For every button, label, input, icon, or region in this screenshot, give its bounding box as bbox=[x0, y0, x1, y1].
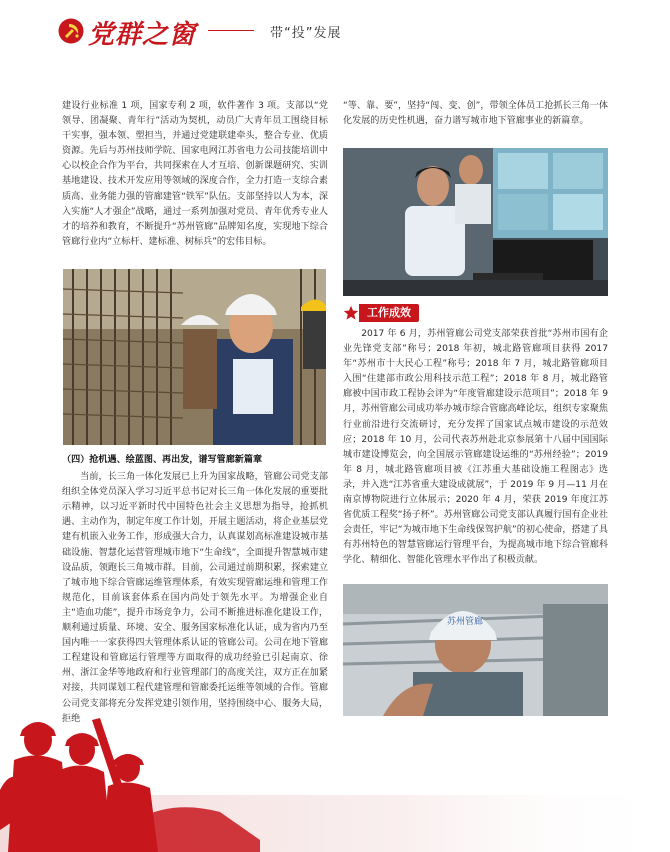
paragraph: 建设行业标准 1 项，国家专利 2 项，软件著作 3 项。支部以“党领导、团凝聚、青年行”活动为契机，动员广大青年员工围绕目标干实事，强本领、塑担当，并通过党建联建牵头，整合专业、优质资源。先后与苏州技师学院、国家电网江苏省电力公司技能培训中心以校企合作为平台，共同探索在人才互培、创新课题研究、实训基地建设、技术开发应用等领域的深度合作，全力打造一支综合素质高、业务能力强的管廊建管“铁军”队伍。支部坚持以人为本，深入实施“人才强企”战略，通过一系列加强对党员、青年优秀专业人才的培养和教育，不断提升“苏州管廊”品牌知名度，实现地下综合管廊行业内“立标杆、建标准、树标兵”的宏伟目标。 bbox=[62, 101, 328, 247]
page-header bbox=[58, 14, 618, 54]
control-room-photo bbox=[343, 148, 608, 296]
footer-silhouette-decoration bbox=[0, 700, 670, 852]
left-column-bottom-text bbox=[62, 451, 328, 727]
party-emblem-icon bbox=[58, 18, 84, 44]
construction-site-photo bbox=[63, 269, 326, 445]
paragraph: “等、靠、要”，坚持“闯、变、创”，带领全体员工抢抓长三角一体化发展的历史性机遇，奋力谱写城市地下管廊事业的新篇章。 bbox=[343, 101, 608, 127]
left-column-top-text bbox=[62, 99, 328, 250]
right-column-bottom-text bbox=[343, 327, 608, 569]
paragraph: 2017 年 6 月，苏州管廊公司党支部荣获首批“苏州市国有企业先锋党支部”称号；2018 年初，城北路管廊项目获得 2017 年“苏州市十大民心工程”称号；2018 年 7 月，城北路管廊项目入围“住建部市政公用科技示范工程”；2018 年 8 月，城北路管廊被中国市政工程协会评为“年度管廊建设示范项目”；2018 年 9 月，苏州管廊公司成功举办城市综合管廊高峰论坛，组织专家聚焦行业前沿进行交流研讨，充分发挥了国家试点城市建设的示范效应；2018 年 10 月，公司代表苏州赴北京参展第十八届中国国际城市建设博览会，向全国展示管廊建设运维的“苏州经验”；2019 年 8 月，城北路管廊项目被《江苏重大基础设施工程图志》选录，并入选“江苏省重大建设成就展”，于 2019 年 9 月—11 月在南京博物院进行立体展示；2020 年 4 月，荣获 2019 年度江苏省优质工程奖“扬子杯”。苏州管廊公司党支部认真履行国有企业社会责任，牢记“为城市地下生命线保驾护航”的初心使命，搭建了具有苏州特色的智慧管廊运行管理平台，为提高城市地下综合管廊科学化、精细化、智能化管理水平作出了积极贡献。 bbox=[343, 329, 608, 566]
helmet-logo-text: 苏州管廊 bbox=[447, 617, 484, 627]
paragraph: 当前，长三角一体化发展已上升为国家战略，管廊公司党支部组织全体党员深入学习习近平总书记对长三角一体化发展的重要批示精神，以习近平新时代中国特色社会主义思想为指导，抢抓机遇、主动作为，制定年度工作计划，开展主题活动，将企业基层党建有机嵌入业务工作，形成强大合力，认真谋划高标准建设城市基础设施、智慧化运营管理城市地下“生命线”，全面提升智慧城市建设品质，领跑长三角城市群。目前，公司通过前期积累，探索建立了城市地下综合管廊运维管理体系，有效实现管廊运维和管理工作规范化，目前该套体系在国内尚处于领先水平。为增强企业自主“造血功能”，提升市场竞争力，公司不断推进标准化建设工作，顺利通过质量、环境、安全、服务国家标准化认证，成为省内乃至国内唯一一家获得四大管理体系认证的管廊公司。公司在地下管廊工程建设和管廊运行管理等方面取得的成功经验已引起南京、徐州、浙江金华等地政府和行业管理部门的高度关注，双方正在加紧对接，共同谋划工程代建管理和管廊委托运维等领域的合作。管廊公司党支部将充分发挥党建引领作用，坚持围绕中心、服务大局，拒绝 bbox=[62, 472, 328, 724]
tunnel-inspection-photo bbox=[343, 584, 608, 716]
brand-title: 党群之窗 bbox=[88, 20, 197, 50]
section-title: 带“投”发展 bbox=[270, 26, 342, 41]
subheading: （四）抢机遇、绘蓝图、再出发，谱写管廊新篇章 bbox=[62, 455, 263, 465]
badge-label: 工作成效 bbox=[359, 304, 419, 322]
right-column-top-text bbox=[343, 99, 608, 129]
header-divider bbox=[208, 30, 254, 31]
star-icon bbox=[343, 305, 359, 321]
